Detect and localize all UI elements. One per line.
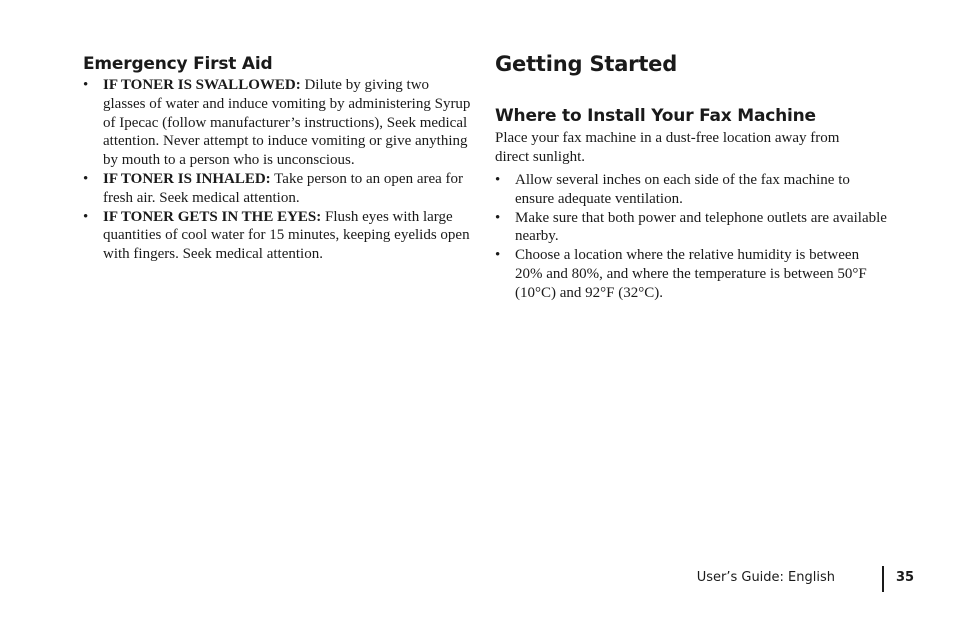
list-item xyxy=(83,208,475,264)
list-item-text: Take person to an open area for fresh air. Seek medical attention. xyxy=(103,170,464,206)
install-tips-list xyxy=(495,171,887,303)
bullet-icon: • xyxy=(495,209,501,226)
list-item-lead: IF TONER IS SWALLOWED: xyxy=(103,77,301,93)
list-item-lead: IF TONER GETS IN THE EYES: xyxy=(103,208,322,225)
list-item xyxy=(495,171,887,209)
bullet-icon: • xyxy=(83,208,89,225)
list-item-text: Choose a location where the relative humidity is between 20% and 80%, and where the temperature is between 50°F (10°C) and 92°F (32°C). xyxy=(515,247,867,301)
list-item xyxy=(495,246,887,302)
list-item-text: Allow several inches on each side of the fax machine to ensure adequate ventilation. xyxy=(515,172,850,207)
footer-divider xyxy=(882,566,884,592)
page-footer xyxy=(690,566,920,592)
bullet-icon: • xyxy=(495,247,501,264)
install-location-heading: Where to Install Your Fax Machine xyxy=(495,106,816,126)
list-item-text: Make sure that both power and telephone outlets are available nearby. xyxy=(515,209,887,245)
list-item xyxy=(495,209,887,247)
list-item-text: Flush eyes with large quantities of cool water for 15 minutes, keeping eyelids open with fingers. Seek medical attention. xyxy=(103,208,470,263)
install-intro-paragraph: Place your fax machine in a dust-free location away from direct sunlight. xyxy=(495,130,840,165)
footer-guide-label: User’s Guide: English xyxy=(696,570,835,585)
bullet-icon: • xyxy=(83,170,89,187)
list-item-text: Dilute by giving two glasses of water and induce vomiting by administering Syrup of Ipecac (follow manufacturer’s instructions), Seek medical attention. Never attempt to induce vomiting or give anything by mouth to a person who is unconscious. xyxy=(103,77,471,169)
chapter-title: Getting Started xyxy=(495,52,678,76)
bullet-icon: • xyxy=(495,172,501,188)
emergency-first-aid-heading: Emergency First Aid xyxy=(83,54,273,74)
first-aid-list xyxy=(83,76,475,264)
list-item xyxy=(83,170,475,208)
bullet-icon: • xyxy=(83,77,89,93)
list-item-lead: IF TONER IS INHALED: xyxy=(103,170,271,187)
list-item xyxy=(83,76,475,170)
page-number: 35 xyxy=(896,570,915,585)
